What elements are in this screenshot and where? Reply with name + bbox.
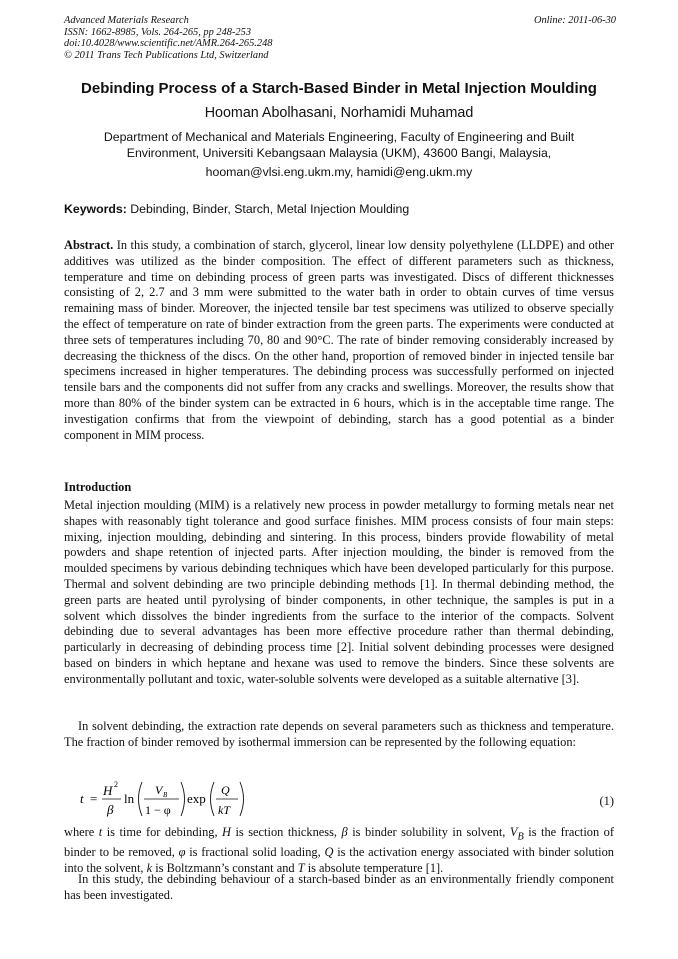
expl-var-k: k (146, 861, 153, 876)
eq-lhs: t (80, 791, 84, 806)
paper-title: Debinding Process of a Starch-Based Binder in Metal Injection Moulding (81, 80, 597, 97)
eq-right-paren-1 (181, 782, 185, 816)
eq-left-paren-2 (211, 782, 215, 816)
eq-right-paren-2 (240, 782, 244, 816)
eq-kT: kT (218, 803, 230, 817)
eq-ln: ln (124, 791, 135, 806)
equation-1 (78, 776, 614, 822)
paper-authors: Hooman Abolhasani, Norhamidi Muhamad (204, 105, 474, 121)
keywords (64, 202, 624, 216)
eq-exp: exp (187, 791, 206, 806)
expl-text-4: is binder solubility in solvent, (347, 825, 510, 839)
journal-name: Advanced Materials Research (64, 15, 189, 26)
expl-text-7: is the activation energy associated with binder solution into the solvent, (64, 845, 614, 876)
expl-var-phi: φ (178, 845, 186, 860)
expl-var-T: T (297, 861, 305, 876)
eq-left-paren-1 (139, 782, 143, 816)
eq-H: H (103, 783, 113, 798)
abstract-text: In this study, a combination of starch, glycerol, linear low density polyethylene (LLDPE) and other additives was utilized as the binder composition. The effect of different parameters such as thickness, temperature and time on debinding process of green parts was investigated. Discs of different thicknesses consisting of 2, 2.7 and 3 mm were submitted to the water bath in order to obtain curves of time versus remaining mass of binder. Moreover, the injected tensile bar test specimens was utilized to observe specially the effect of temperature on rate of binder extraction from the green parts. The experiments were conducted at three sets of temperatures including 70, 80 and 90°C. The rate of binder removing considerably increased by decreasing the thickness of the discs. On the other hand, proportion of removed binder in injected tensile bar specimens increased in higher temperatures. The debinding process was successfully performed on injected tensile bars and the components did not suffer from any cracks and swellings. Moreover, the results show that more than 80% of the binder system can be extracted in 6 hours, which is in the acceptable time range. The investigation confirms that from the viewpoint of debinding, starch has a good potential as a binder component in MIM process. (64, 238, 614, 442)
doi-line: doi:10.4028/www.scientific.net/AMR.264-265.248 (64, 38, 273, 50)
eq-square: 2 (114, 780, 118, 789)
affiliation: Department of Mechanical and Materials Engineering, Faculty of Engineering and Built Environment, Universiti Kebangsaan Malaysia (UKM), 43600 Bangi, Malaysia, (103, 130, 575, 160)
equation-explanation (64, 825, 614, 877)
expl-text-8: is Boltzmann’s constant and (152, 861, 298, 876)
expl-text-9: is absolute temperature [1]. (304, 861, 444, 876)
abstract (64, 238, 614, 443)
intro-paragraph-2: In solvent debinding, the extraction rate depends on several parameters such as thickness and temperature. The fraction of binder removed by isothermal immersion can be represented by the following equation: (64, 719, 614, 749)
journal-header (64, 15, 616, 61)
eq-Q: Q (221, 783, 230, 797)
eq-one-minus-phi: 1 − φ (145, 803, 171, 817)
keywords-text: Debinding, Binder, Starch, Metal Injection Moulding (130, 202, 410, 216)
expl-text-1: where (64, 825, 99, 839)
eq-V: V (155, 783, 163, 797)
intro-paragraph-1: Metal injection moulding (MIM) is a relatively new process in powder metallurgy to forming metals near net shapes with reasonably tight tolerance and good surface finishes. MIM process consists of four main steps: mixing, injection moulding, debinding and sintering. In this process, binders provide flowability of metal powders and shape retention of injected parts. After injection moulding, the binder is removed from the moulded specimens by various debinding techniques which have been developed particularly for this purpose. Thermal and solvent debinding are two principle debinding methods [1]. In thermal debinding method, the green parts are heated until pyrolysing of binder components, in other technique, the samples is put in a solvent which dissolves the binder ingredients from the surface to the interior of the compacts. Solvent debinding due to several advantages has been more effective procedure rather than thermal debinding, particularly in decreasing of debinding process time [2]. Initial solvent debinding processes were designed based on binders in which heptane and hexane was used to remove the binders. Since these solvents are environmentally pollutant and toxic, water-soluble solvents were developed as a suitable alternative [3]. (64, 498, 614, 686)
eq-equals: = (90, 791, 98, 806)
author-emails: hooman@vlsi.eng.ukm.my, hamidi@eng.ukm.my (205, 165, 473, 179)
expl-var-V: V (509, 825, 518, 839)
online-date: Online: 2011-06-30 (533, 15, 616, 26)
expl-text-3: is section thickness, (231, 825, 342, 839)
expl-text-5: is the fraction of binder to be removed, (64, 825, 614, 860)
expl-var-beta: β (341, 825, 348, 839)
equation-formula (78, 776, 278, 822)
expl-text-6: is fractional solid loading, (185, 845, 325, 860)
expl-var-t: t (98, 825, 103, 839)
expl-text-2: is time for debinding, (102, 825, 223, 839)
keywords-label: Keywords: (64, 202, 127, 216)
eq-beta: β (107, 802, 114, 817)
intro-paragraph-3: In this study, the debinding behaviour of a starch-based binder as an environmentally friendly component has been investigated. (64, 872, 614, 902)
eq-V-subscript: B (163, 791, 168, 799)
expl-var-Q: Q (324, 845, 334, 860)
abstract-label: Abstract. (64, 238, 114, 252)
issn-line: ISSN: 1662-8985, Vols. 264-265, pp 248-253 (64, 26, 252, 38)
expl-var-V-sub: B (517, 831, 524, 843)
copyright-line: © 2011 Trans Tech Publications Ltd, Switzerland (64, 49, 269, 61)
introduction-heading: Introduction (64, 480, 132, 494)
equation-number: (1) (599, 794, 614, 808)
expl-var-H: H (222, 825, 231, 839)
